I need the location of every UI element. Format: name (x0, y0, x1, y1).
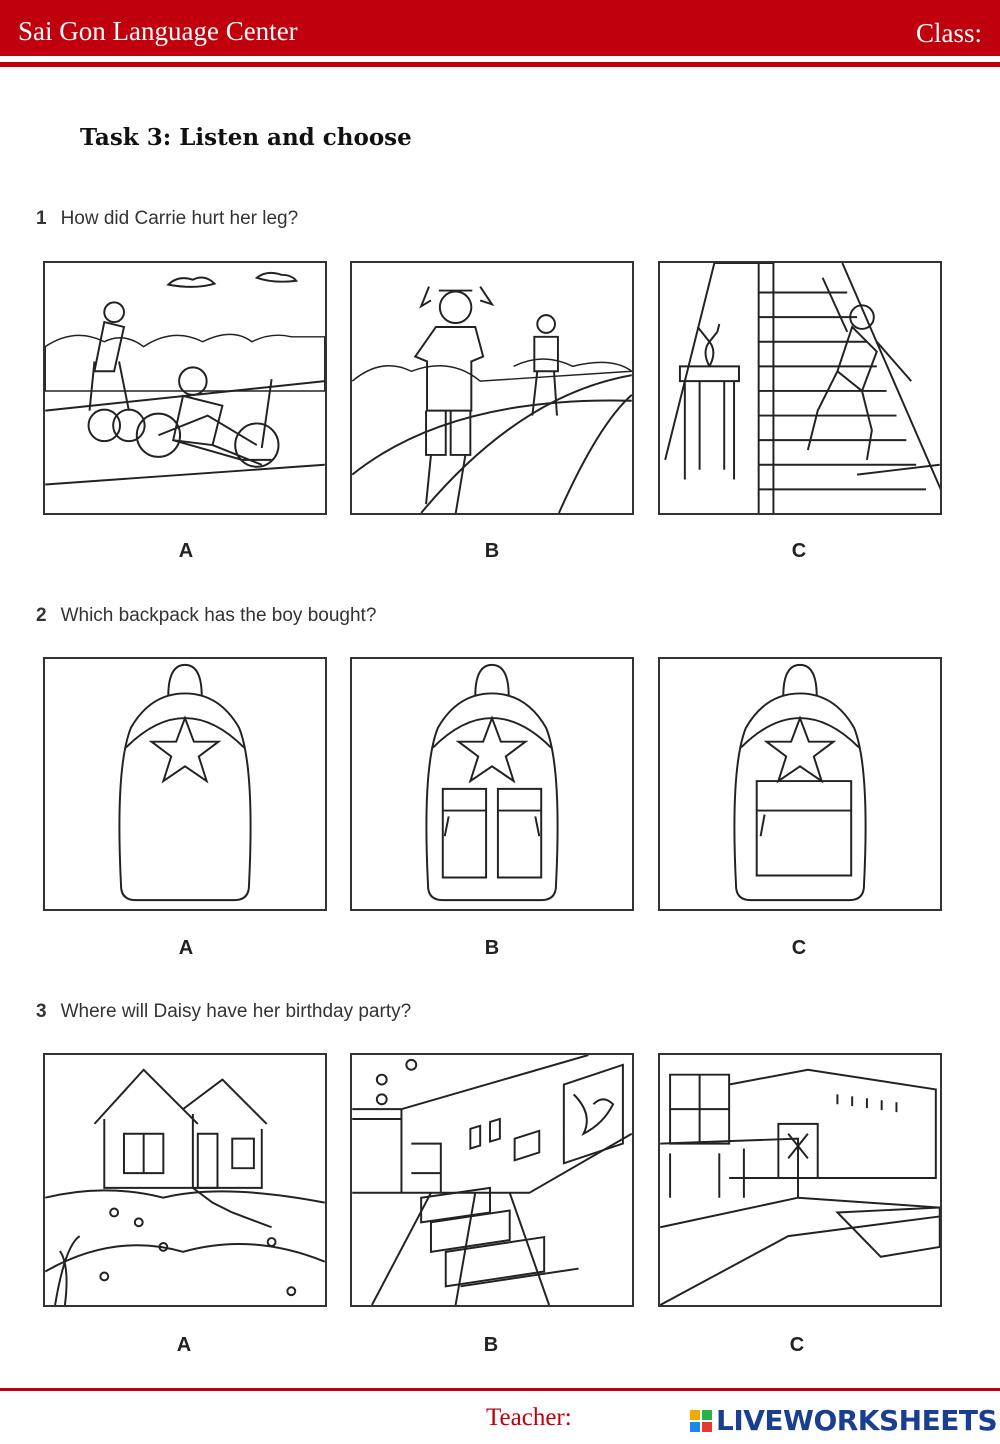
header-divider (0, 62, 1000, 67)
q1-label-b: B (484, 540, 500, 562)
logo-text: LIVEWORKSHEETS (716, 1404, 998, 1437)
center-name: Sai Gon Language Center (18, 16, 298, 46)
q3-label-b: B (483, 1334, 499, 1356)
q2-label-c: C (791, 937, 807, 959)
q1-option-a-image[interactable] (43, 261, 327, 515)
q1-label-c: C (791, 540, 807, 562)
liveworksheets-logo-icon (690, 1410, 712, 1432)
q1-label-a: A (178, 540, 194, 562)
question-2 (36, 605, 376, 627)
question-text: Which backpack has the boy bought? (60, 605, 377, 626)
q3-option-a-image[interactable] (43, 1053, 327, 1307)
q3-option-b-image[interactable] (350, 1053, 634, 1307)
q2-option-b-image[interactable] (350, 657, 634, 911)
q3-label-a: A (176, 1334, 192, 1356)
question-number: 3 (36, 1001, 47, 1022)
task-title: Task 3: Listen and choose (80, 124, 412, 151)
question-text: How did Carrie hurt her leg? (60, 208, 299, 229)
q2-option-a-image[interactable] (43, 657, 327, 911)
footer-divider (0, 1388, 1000, 1391)
question-3 (36, 1001, 411, 1023)
class-label: Class: (915, 18, 982, 48)
question-text: Where will Daisy have her birthday party? (60, 1001, 412, 1022)
liveworksheets-logo (690, 1404, 997, 1437)
q2-option-c-image[interactable] (658, 657, 942, 911)
q2-label-b: B (484, 937, 500, 959)
q3-label-c: C (789, 1334, 805, 1356)
question-number: 2 (36, 605, 47, 626)
teacher-label: Teacher: (486, 1404, 572, 1431)
q1-option-b-image[interactable] (350, 261, 634, 515)
q2-label-a: A (178, 937, 194, 959)
q1-option-c-image[interactable] (658, 261, 942, 515)
question-1 (36, 208, 298, 230)
question-number: 1 (36, 208, 47, 229)
q3-option-c-image[interactable] (658, 1053, 942, 1307)
header-bar (0, 0, 1000, 56)
